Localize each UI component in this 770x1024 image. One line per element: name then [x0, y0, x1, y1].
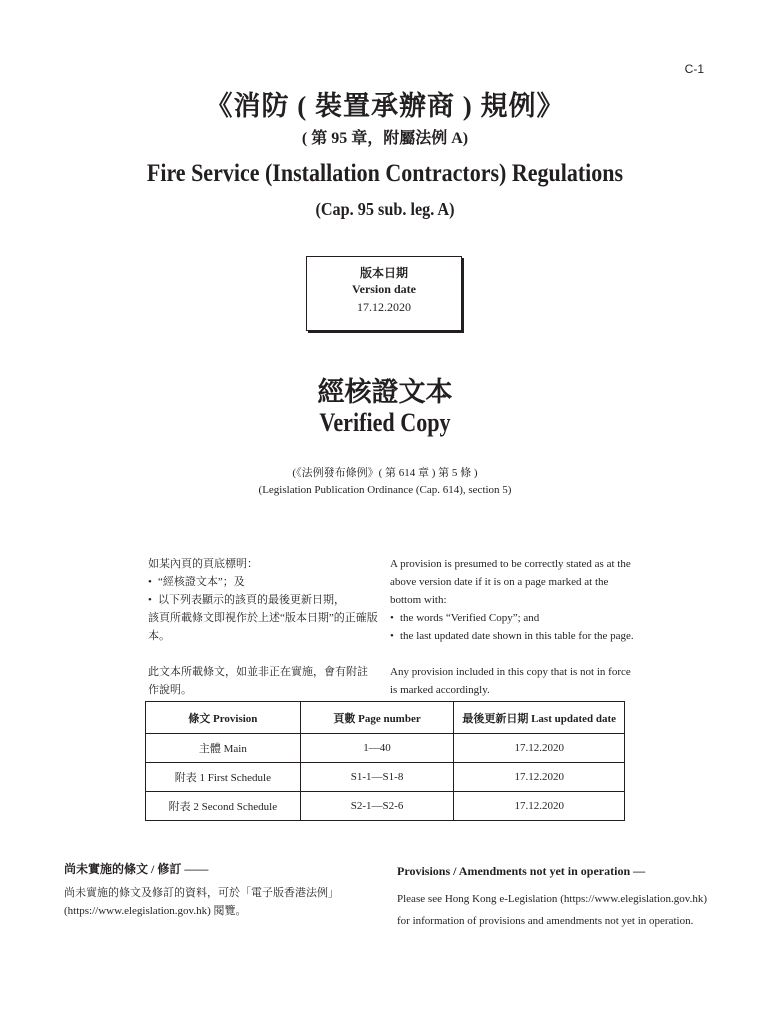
presumption-bullet-en: • the last updated date shown in this table for the page.: [390, 627, 640, 645]
column-header: 最後更新日期 Last updated date: [454, 702, 625, 734]
table-row: [146, 734, 625, 763]
table-cell: S1-1—S1-8: [300, 763, 454, 792]
presumption-intro-zh: 如某內頁的頁底標明：: [148, 558, 258, 570]
column-header: 頁數 Page number: [300, 702, 454, 734]
not-in-operation-en: [397, 860, 707, 932]
table-header-row: [146, 702, 625, 734]
table-cell: 17.12.2020: [454, 792, 625, 821]
not-in-operation-body-en: Please see Hong Kong e-Legislation (https://www.elegislation.gov.hk) for information of provisions and amendments not yet in operation.: [397, 893, 707, 927]
table-cell: S2-1—S2-6: [300, 792, 454, 821]
not-in-operation-heading-en: Provisions / Amendments not yet in operation —: [397, 864, 646, 878]
presumption-zh: [148, 555, 378, 699]
version-date-box: [306, 256, 462, 331]
not-in-operation-body-zh: 尚未實施的條文及修訂的資料，可於「電子版香港法例」(https://www.elegislation.gov.hk) 閱覽。: [64, 887, 339, 917]
table-row: [146, 792, 625, 821]
table-cell: 附表 1 First Schedule: [146, 763, 301, 792]
presumption-bullet-zh: • 以下列表顯示的該頁的最後更新日期，: [148, 591, 378, 609]
version-label-zh: 版本日期: [359, 266, 408, 280]
subtitle-en: (Cap. 95 sub. leg. A): [315, 199, 455, 219]
not-in-force-note-zh: 此文本所載條文，如並非正在實施，會有附註作說明。: [148, 666, 368, 696]
presumption-en: [390, 555, 640, 699]
not-in-operation-zh: [64, 860, 384, 920]
provision-table: [145, 701, 625, 821]
table-cell: 附表 2 Second Schedule: [146, 792, 301, 821]
title-zh: 《消防 ( 裝置承辦商 ) 規例》: [205, 91, 565, 121]
ordinance-ref-zh: (《法例發布條例》( 第 614 章 ) 第 5 條 ): [292, 467, 478, 479]
verified-copy-zh: 經核證文本: [317, 377, 453, 407]
page-number: C-1: [684, 62, 704, 76]
title-en: Fire Service (Installation Contractors) Regulations: [146, 160, 624, 187]
presumption-intro-en: A provision is presumed to be correctly stated as at the above version date if it is on a page marked at the bottom with:: [390, 558, 631, 606]
table-cell: 主體 Main: [146, 734, 301, 763]
version-label-en: Version date: [352, 282, 416, 296]
table-cell: 17.12.2020: [454, 734, 625, 763]
verified-copy-en: Verified Copy: [319, 408, 451, 437]
not-in-operation-heading-zh: 尚未實施的條文 / 修訂 ——: [64, 862, 209, 876]
column-header: 條文 Provision: [146, 702, 301, 734]
subtitle-zh: ( 第 95 章，附屬法例 A): [301, 130, 469, 147]
presumption-bullet-zh: • “經核證文本”；及: [148, 573, 378, 591]
table-cell: 1—40: [300, 734, 454, 763]
presumption-bullet-en: • the words “Verified Copy”; and: [390, 609, 640, 627]
presumption-conclusion-zh: 該頁所載條文即視作於上述“版本日期”的正確版本。: [148, 612, 378, 642]
version-date: 17.12.2020: [357, 300, 411, 314]
ordinance-ref-en: (Legislation Publication Ordinance (Cap. 614), section 5): [258, 484, 512, 496]
not-in-force-note-en: Any provision included in this copy that is not in force is marked accordingly.: [390, 666, 631, 696]
table-row: [146, 763, 625, 792]
table-cell: 17.12.2020: [454, 763, 625, 792]
